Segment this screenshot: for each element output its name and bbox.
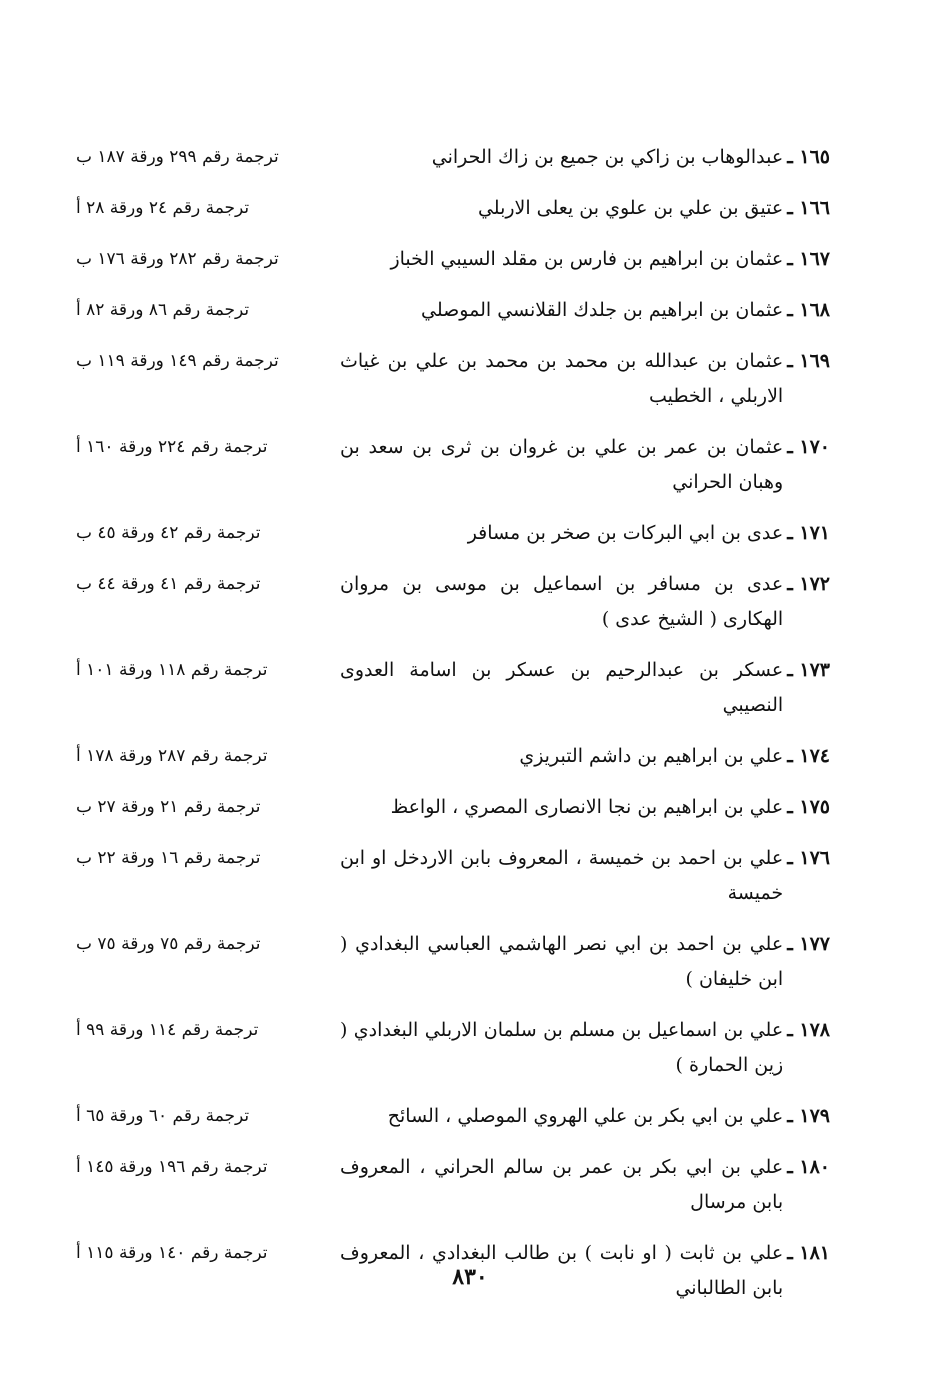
entry-main xyxy=(340,430,830,500)
entry-reference-text: ترجمة رقم ١١٨ ورقة ١٠١ أ xyxy=(76,660,268,680)
entry-reference xyxy=(70,191,340,226)
entry-text: عتيق بن علي بن علوي بن يعلى الاربلي xyxy=(477,197,784,219)
entry-number: ١٦٩ ـ xyxy=(787,350,830,372)
entry-number: ١٧٥ ـ xyxy=(787,796,830,818)
entry-reference xyxy=(70,567,340,602)
entry-reference xyxy=(70,516,340,551)
entry-reference-text: ترجمة رقم ١٤٠ ورقة ١١٥ أ xyxy=(76,1243,268,1263)
entry-reference-text: ترجمة رقم ١٦ ورقة ٢٢ ب xyxy=(76,848,261,868)
entry-number: ١٦٦ ـ xyxy=(787,197,830,219)
entry-row xyxy=(70,739,830,774)
entry-reference-text: ترجمة رقم ٢٩٩ ورقة ١٨٧ ب xyxy=(76,147,279,167)
entry-row xyxy=(70,430,830,500)
entry-reference xyxy=(70,242,340,277)
entry-main xyxy=(340,927,830,997)
entry-number: ١٦٥ ـ xyxy=(787,146,830,168)
entry-reference xyxy=(70,1150,340,1185)
entry-reference xyxy=(70,1099,340,1134)
entry-reference-text: ترجمة رقم ٢٨٧ ورقة ١٧٨ أ xyxy=(76,746,268,766)
entry-number: ١٧٠ ـ xyxy=(787,436,830,458)
entry-text: عدى بن مسافر بن اسماعيل بن موسى بن مروان الهكارى ( الشيخ عدى ) xyxy=(340,573,784,630)
entry-reference xyxy=(70,140,340,175)
entry-reference xyxy=(70,653,340,688)
entry-reference-text: ترجمة رقم ١١٤ ورقة ٩٩ أ xyxy=(76,1020,259,1040)
entry-row xyxy=(70,1150,830,1220)
entry-reference xyxy=(70,430,340,465)
entry-reference xyxy=(70,293,340,328)
entry-reference-text: ترجمة رقم ١٤٩ ورقة ١١٩ ب xyxy=(76,351,279,371)
entry-reference xyxy=(70,344,340,379)
entry-row xyxy=(70,293,830,328)
entry-reference-text: ترجمة رقم ٦٠ ورقة ٦٥ أ xyxy=(76,1106,250,1126)
entry-text: عثمان بن عبدالله بن محمد بن محمد بن علي بن غياث الاربلي ، الخطيب xyxy=(340,350,784,407)
entry-text: عدى بن ابي البركات بن صخر بن مسافر xyxy=(467,522,784,544)
entry-row xyxy=(70,567,830,637)
entry-row xyxy=(70,344,830,414)
entry-text: علي بن ثابت ( او نابت ) بن طالب البغدادي ، المعروف بابن الطالباني xyxy=(340,1242,784,1299)
entry-text: عبدالوهاب بن زاكي بن جميع بن زاك الحراني xyxy=(431,146,784,168)
entry-text: عثمان بن ابراهيم بن جلدك القلانسي الموصلي xyxy=(421,299,784,321)
entry-text: عثمان بن عمر بن علي بن غروان بن ثرى بن سعد بن وهبان الحراني xyxy=(340,436,784,493)
entry-reference-text: ترجمة رقم ١٩٦ ورقة ١٤٥ أ xyxy=(76,1157,268,1177)
entry-main xyxy=(340,191,830,226)
entry-main xyxy=(340,739,830,774)
entry-list xyxy=(70,140,830,1322)
entry-row xyxy=(70,242,830,277)
entry-main xyxy=(340,1150,830,1220)
entry-number: ١٧٤ ـ xyxy=(787,745,830,767)
entry-number: ١٧٩ ـ xyxy=(787,1105,830,1127)
entry-main xyxy=(340,344,830,414)
entry-number: ١٦٧ ـ xyxy=(787,248,830,270)
entry-main xyxy=(340,1099,830,1134)
entry-reference-text: ترجمة رقم ٧٥ ورقة ٧٥ ب xyxy=(76,934,261,954)
entry-main xyxy=(340,242,830,277)
entry-row xyxy=(70,191,830,226)
entry-main xyxy=(340,841,830,911)
entry-reference-text: ترجمة رقم ٢١ ورقة ٢٧ ب xyxy=(76,797,261,817)
entry-number: ١٦٨ ـ xyxy=(787,299,830,321)
entry-text: علي بن احمد بن خميسة ، المعروف بابن الاردخل او ابن خميسة xyxy=(340,847,784,904)
entry-main xyxy=(340,567,830,637)
entry-row xyxy=(70,1013,830,1083)
entry-number: ١٧٦ ـ xyxy=(787,847,830,869)
entry-row xyxy=(70,927,830,997)
entry-reference xyxy=(70,739,340,774)
entry-reference-text: ترجمة رقم ٨٦ ورقة ٨٢ أ xyxy=(76,300,250,320)
entry-reference xyxy=(70,927,340,962)
entry-main xyxy=(340,516,830,551)
entry-number: ١٨١ ـ xyxy=(787,1242,830,1264)
entry-reference-text: ترجمة رقم ٤٢ ورقة ٤٥ ب xyxy=(76,523,261,543)
entry-reference xyxy=(70,1013,340,1048)
entry-text: علي بن ابي بكر بن علي الهروي الموصلي ، السائح xyxy=(387,1105,784,1127)
entry-reference-text: ترجمة رقم ٢٨٢ ورقة ١٧٦ ب xyxy=(76,249,279,269)
entry-text: علي بن احمد بن ابي نصر الهاشمي العباسي البغدادي ( ابن خليفان ) xyxy=(340,933,784,990)
entry-text: علي بن ابي بكر بن عمر بن سالم الحراني ، المعروف بابن مرسال xyxy=(340,1156,784,1213)
entry-text: علي بن اسماعيل بن مسلم بن سلمان الاربلي البغدادي ( زين الحمارة ) xyxy=(340,1019,784,1076)
entry-number: ١٧٣ ـ xyxy=(787,659,830,681)
entry-reference-text: ترجمة رقم ٢٢٤ ورقة ١٦٠ أ xyxy=(76,437,268,457)
entry-row xyxy=(70,140,830,175)
entry-main xyxy=(340,790,830,825)
entry-main xyxy=(340,1013,830,1083)
entry-row xyxy=(70,653,830,723)
entry-row xyxy=(70,790,830,825)
page-number: ٨٣٠ xyxy=(452,1264,488,1290)
entry-main xyxy=(340,293,830,328)
entry-reference-text: ترجمة رقم ٤١ ورقة ٤٤ ب xyxy=(76,574,261,594)
entry-text: علي بن ابراهيم بن داشم التبريزي xyxy=(519,745,784,767)
entry-row xyxy=(70,841,830,911)
entry-row xyxy=(70,516,830,551)
entry-reference-text: ترجمة رقم ٢٤ ورقة ٢٨ أ xyxy=(76,198,250,218)
entry-row xyxy=(70,1099,830,1134)
entry-number: ١٧٢ ـ xyxy=(787,573,830,595)
entry-number: ١٧٨ ـ xyxy=(787,1019,830,1041)
entry-text: عسكر بن عبدالرحيم بن عسكر بن اسامة العدوى النصيبي xyxy=(340,659,784,716)
entry-text: عثمان بن ابراهيم بن فارس بن مقلد السيبي الخباز xyxy=(390,248,784,270)
entry-number: ١٧١ ـ xyxy=(787,522,830,544)
entry-text: علي بن ابراهيم بن نجا الانصارى المصري ، الواعظ xyxy=(390,796,784,818)
entry-number: ١٧٧ ـ xyxy=(787,933,830,955)
entry-main xyxy=(340,653,830,723)
entry-reference xyxy=(70,790,340,825)
entry-reference xyxy=(70,841,340,876)
entry-number: ١٨٠ ـ xyxy=(787,1156,830,1178)
entry-main xyxy=(340,140,830,175)
